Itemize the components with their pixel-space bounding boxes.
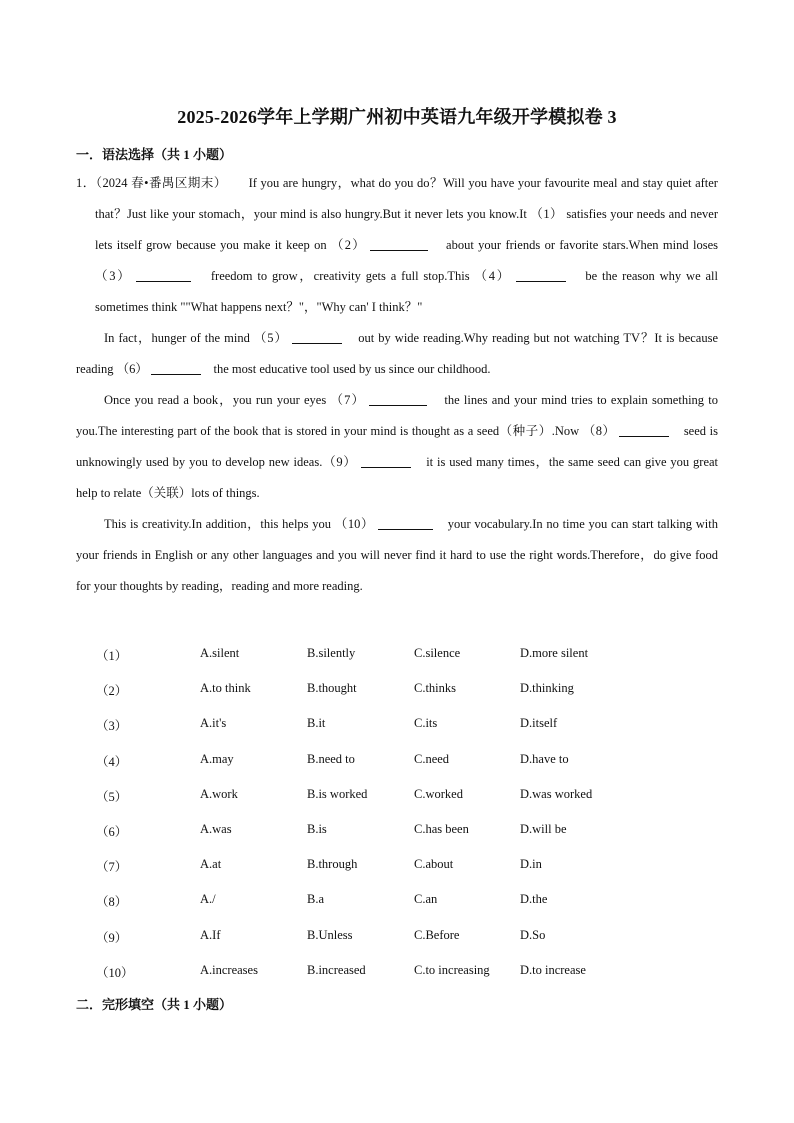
option-row — [76, 716, 676, 736]
option-row — [76, 963, 676, 983]
option-d[interactable]: D.more silent — [520, 646, 589, 660]
option-b[interactable]: B.thought — [307, 681, 357, 696]
passage-paragraph-3 — [76, 385, 718, 509]
option-number: （10） — [96, 965, 134, 980]
option-b[interactable]: B.silently — [307, 646, 356, 660]
answer-blank-8[interactable] — [619, 422, 669, 437]
option-c[interactable]: C.Before — [414, 927, 460, 942]
answer-blank-7[interactable] — [369, 391, 427, 406]
option-a[interactable]: A.was — [200, 822, 232, 836]
option-a[interactable]: A.at — [200, 857, 222, 872]
passage-text: Once you read a book，you run your eyes （7） — [104, 393, 366, 407]
option-row — [76, 646, 676, 666]
option-number: （8） — [96, 895, 128, 910]
passage-paragraph-4 — [76, 509, 718, 602]
section-heading-cloze: 二．完形填空（共 1 小题） — [76, 997, 233, 1012]
option-b[interactable]: B.Unless — [307, 927, 353, 942]
passage-text: the most educative tool used by us since our childhood. — [213, 362, 491, 376]
passage-text: your vocabulary.In no time you can start talking with your friends in English or any other languages and you will never find it hard to use the right words.Therefore，do give food for your thoughts by reading，reading and more reading. — [76, 517, 718, 593]
option-c[interactable]: C.silence — [414, 646, 461, 660]
passage — [76, 168, 718, 602]
passage-text: This is creativity.In addition，this helps you （10） — [104, 517, 375, 531]
option-a[interactable]: A.work — [200, 786, 238, 801]
option-a[interactable]: A.increases — [200, 962, 258, 977]
option-b[interactable]: B.through — [307, 857, 358, 872]
option-row — [76, 928, 676, 948]
section-heading-grammar: 一．语法选择（共 1 小题） — [76, 147, 233, 162]
option-c[interactable]: C.thinks — [414, 681, 457, 696]
option-b[interactable]: B.is — [307, 822, 327, 836]
option-b[interactable]: B.a — [307, 892, 325, 907]
option-d[interactable]: D.thinking — [520, 681, 574, 696]
question-source: （2024 春•番禺区期末） — [95, 176, 227, 190]
option-c[interactable]: C.need — [414, 751, 450, 766]
option-d[interactable]: D.have to — [520, 751, 569, 766]
option-a[interactable]: A.it's — [200, 716, 227, 731]
passage-text: the lines and your mind tries to explain something to you.The interesting part of the book that is stored in your mind is thought as a seed（种子）.Now （8） — [76, 393, 719, 438]
question-number: 1． — [76, 176, 96, 190]
option-d[interactable]: D.the — [520, 892, 548, 907]
option-d[interactable]: D.itself — [520, 716, 558, 731]
option-d[interactable]: D.in — [520, 857, 542, 872]
option-number: （9） — [96, 930, 128, 945]
option-d[interactable]: D.will be — [520, 822, 567, 836]
option-a[interactable]: A.If — [200, 927, 221, 942]
option-c[interactable]: C.an — [414, 892, 438, 907]
option-row — [76, 822, 676, 842]
option-a[interactable]: A.silent — [200, 646, 240, 660]
answer-blank-4[interactable] — [516, 267, 566, 282]
option-a[interactable]: A./ — [200, 892, 216, 907]
option-d[interactable]: D.So — [520, 927, 546, 942]
option-a[interactable]: A.to think — [200, 681, 251, 696]
option-a[interactable]: A.may — [200, 751, 234, 766]
option-d[interactable]: D.was worked — [520, 786, 593, 801]
option-number: （2） — [96, 684, 128, 699]
passage-text: seed is unknowingly used by you to develop new ideas.（9） — [76, 424, 719, 469]
passage-text: If you are hungry，what do you do？Will you have your favourite meal and stay quiet after that？Just like your stomach，your mind is also hungry.But it never lets you know.It （1） satisfies your needs and never lets itself grow because you make it keep on （2） — [95, 176, 718, 252]
option-number: （7） — [96, 860, 128, 875]
options-table — [76, 646, 676, 981]
option-c[interactable]: C.to increasing — [414, 962, 490, 977]
option-row — [76, 892, 676, 912]
answer-blank-3[interactable] — [136, 267, 191, 282]
option-row — [76, 857, 676, 877]
option-c[interactable]: C.about — [414, 857, 454, 872]
option-row — [76, 752, 676, 772]
passage-text: about your friends or favorite stars.When mind loses （3） — [95, 238, 719, 283]
option-b[interactable]: B.is worked — [307, 786, 368, 801]
option-c[interactable]: C.worked — [414, 786, 463, 801]
option-b[interactable]: B.need to — [307, 751, 355, 766]
passage-text: freedom to grow，creativity gets a full stop.This （4） — [210, 269, 511, 283]
option-row — [76, 681, 676, 701]
option-c[interactable]: C.has been — [414, 822, 469, 836]
passage-text: out by wide reading.Why reading but not watching TV？It is because reading （6） — [76, 331, 719, 376]
option-number: （5） — [96, 789, 128, 804]
option-number: （4） — [96, 754, 128, 769]
answer-blank-10[interactable] — [378, 515, 433, 530]
passage-paragraph-1 — [76, 168, 718, 323]
option-number: （1） — [96, 649, 128, 663]
option-b[interactable]: B.it — [307, 716, 326, 731]
option-c[interactable]: C.its — [414, 716, 438, 731]
option-row — [76, 787, 676, 807]
passage-text: be the reason why we all sometimes think ""What happens next？"，"Why can' I think？" — [95, 269, 718, 314]
passage-paragraph-2 — [76, 323, 718, 385]
answer-blank-9[interactable] — [361, 453, 411, 468]
passage-text: it is used many times，the same seed can give you great help to relate（关联）lots of things. — [76, 455, 719, 500]
option-b[interactable]: B.increased — [307, 962, 366, 977]
answer-blank-2[interactable] — [370, 236, 428, 251]
answer-blank-5[interactable] — [292, 329, 342, 344]
option-number: （3） — [96, 719, 128, 734]
option-d[interactable]: D.to increase — [520, 962, 586, 977]
answer-blank-6[interactable] — [151, 360, 201, 375]
option-number: （6） — [96, 825, 128, 839]
page-title: 2025-2026学年上学期广州初中英语九年级开学模拟卷 3 — [177, 107, 617, 127]
passage-text: In fact，hunger of the mind （5） — [104, 331, 288, 345]
